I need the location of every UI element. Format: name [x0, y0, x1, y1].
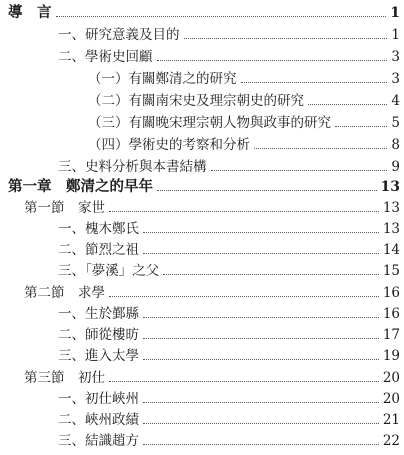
- toc-entry-title: （一）有關鄭清之的研究: [88, 71, 237, 87]
- dot-leader: [335, 126, 387, 127]
- dot-leader: [109, 211, 379, 212]
- toc-entry-title: 三、進入太學: [58, 348, 139, 364]
- toc-entry: [0, 219, 404, 239]
- toc-entry: [0, 283, 404, 303]
- toc-entry: [0, 91, 404, 111]
- toc-entry-title: 導 言: [8, 4, 52, 21]
- toc-entry-title: （二）有關南宋史及理宗朝史的研究: [88, 93, 304, 109]
- toc-entry: [0, 25, 404, 45]
- toc-entry-title: 三、「夢溪」之父: [58, 263, 160, 279]
- toc-entry-title: （三）有關晚宋理宗朝人物與政事的研究: [88, 115, 331, 131]
- dot-leader: [211, 170, 387, 171]
- toc-entry-page: 4: [391, 93, 400, 109]
- toc-entry: [0, 177, 404, 197]
- dot-leader: [241, 82, 387, 83]
- toc-entry: [0, 198, 404, 218]
- toc-entry-page: 5: [391, 115, 400, 131]
- dot-leader: [143, 232, 379, 233]
- dot-leader: [143, 338, 379, 339]
- toc-entry: [0, 346, 404, 366]
- dot-leader: [157, 190, 377, 191]
- toc-entry: [0, 157, 404, 177]
- dot-leader: [143, 444, 379, 445]
- toc-entry-title: 一、槐木鄭氏: [58, 221, 139, 237]
- toc-entry-page: 21: [382, 412, 400, 428]
- dot-leader: [163, 274, 379, 275]
- dot-leader: [109, 296, 379, 297]
- toc-entry-title: （四）學術史的考察和分析: [88, 137, 250, 153]
- toc-entry: [0, 3, 404, 23]
- toc-entry-title: 二、學術史回顧: [58, 49, 153, 65]
- dot-leader: [109, 381, 379, 382]
- toc-entry-title: 一、研究意義及目的: [58, 27, 180, 43]
- toc-entry-page: 1: [391, 27, 400, 43]
- dot-leader: [143, 359, 379, 360]
- toc-entry-page: 3: [391, 49, 400, 65]
- toc-entry-page: 13: [380, 179, 400, 195]
- toc-entry-page: 13: [382, 221, 400, 237]
- toc-entry-title: 一、生於鄞縣: [58, 306, 139, 322]
- dot-leader: [56, 16, 386, 17]
- toc-entry-title: 三、結識趙方: [58, 433, 139, 449]
- toc-entry-page: 8: [391, 137, 400, 153]
- dot-leader: [143, 253, 379, 254]
- toc-entry-page: 17: [382, 327, 400, 343]
- toc-entry-title: 二、師從樓昉: [58, 327, 139, 343]
- toc-entry-page: 20: [382, 370, 400, 386]
- dot-leader: [143, 402, 379, 403]
- toc-entry-title: 三、史料分析與本書結構: [58, 159, 207, 175]
- toc-entry: [0, 325, 404, 345]
- toc-entry-title: 一、初仕峽州: [58, 391, 139, 407]
- toc-entry: [0, 304, 404, 324]
- toc-entry-title: 第三節 初仕: [24, 370, 105, 386]
- toc-entry-page: 16: [382, 285, 400, 301]
- toc-entry-page: 20: [382, 391, 400, 407]
- dot-leader: [143, 423, 379, 424]
- toc-entry: [0, 69, 404, 89]
- toc-entry: [0, 113, 404, 133]
- toc-entry-page: 19: [382, 348, 400, 364]
- toc-entry: [0, 261, 404, 281]
- toc-entry: [0, 389, 404, 409]
- toc-entry: [0, 368, 404, 388]
- toc-entry: [0, 240, 404, 260]
- toc-entry-page: 1: [390, 5, 400, 21]
- toc-entry-page: 13: [382, 200, 400, 216]
- toc-entry-title: 第一章 鄭清之的早年: [8, 178, 153, 195]
- toc-entry: [0, 410, 404, 430]
- toc-entry-page: 16: [382, 306, 400, 322]
- dot-leader: [143, 317, 379, 318]
- toc-entry: [0, 135, 404, 155]
- dot-leader: [184, 38, 387, 39]
- dot-leader: [254, 148, 387, 149]
- toc-entry: [0, 431, 404, 451]
- toc-entry: [0, 47, 404, 67]
- toc-entry-page: 15: [382, 263, 400, 279]
- toc-entry-page: 9: [391, 159, 400, 175]
- toc-entry-page: 22: [382, 433, 400, 449]
- toc-entry-page: 14: [382, 242, 400, 258]
- toc-entry-title: 第二節 求學: [24, 285, 105, 301]
- toc-entry-title: 二、峽州政績: [58, 412, 139, 428]
- dot-leader: [157, 60, 387, 61]
- toc-entry-title: 二、節烈之祖: [58, 242, 139, 258]
- toc-entry-title: 第一節 家世: [24, 200, 105, 216]
- dot-leader: [308, 104, 387, 105]
- toc-entry-page: 3: [391, 71, 400, 87]
